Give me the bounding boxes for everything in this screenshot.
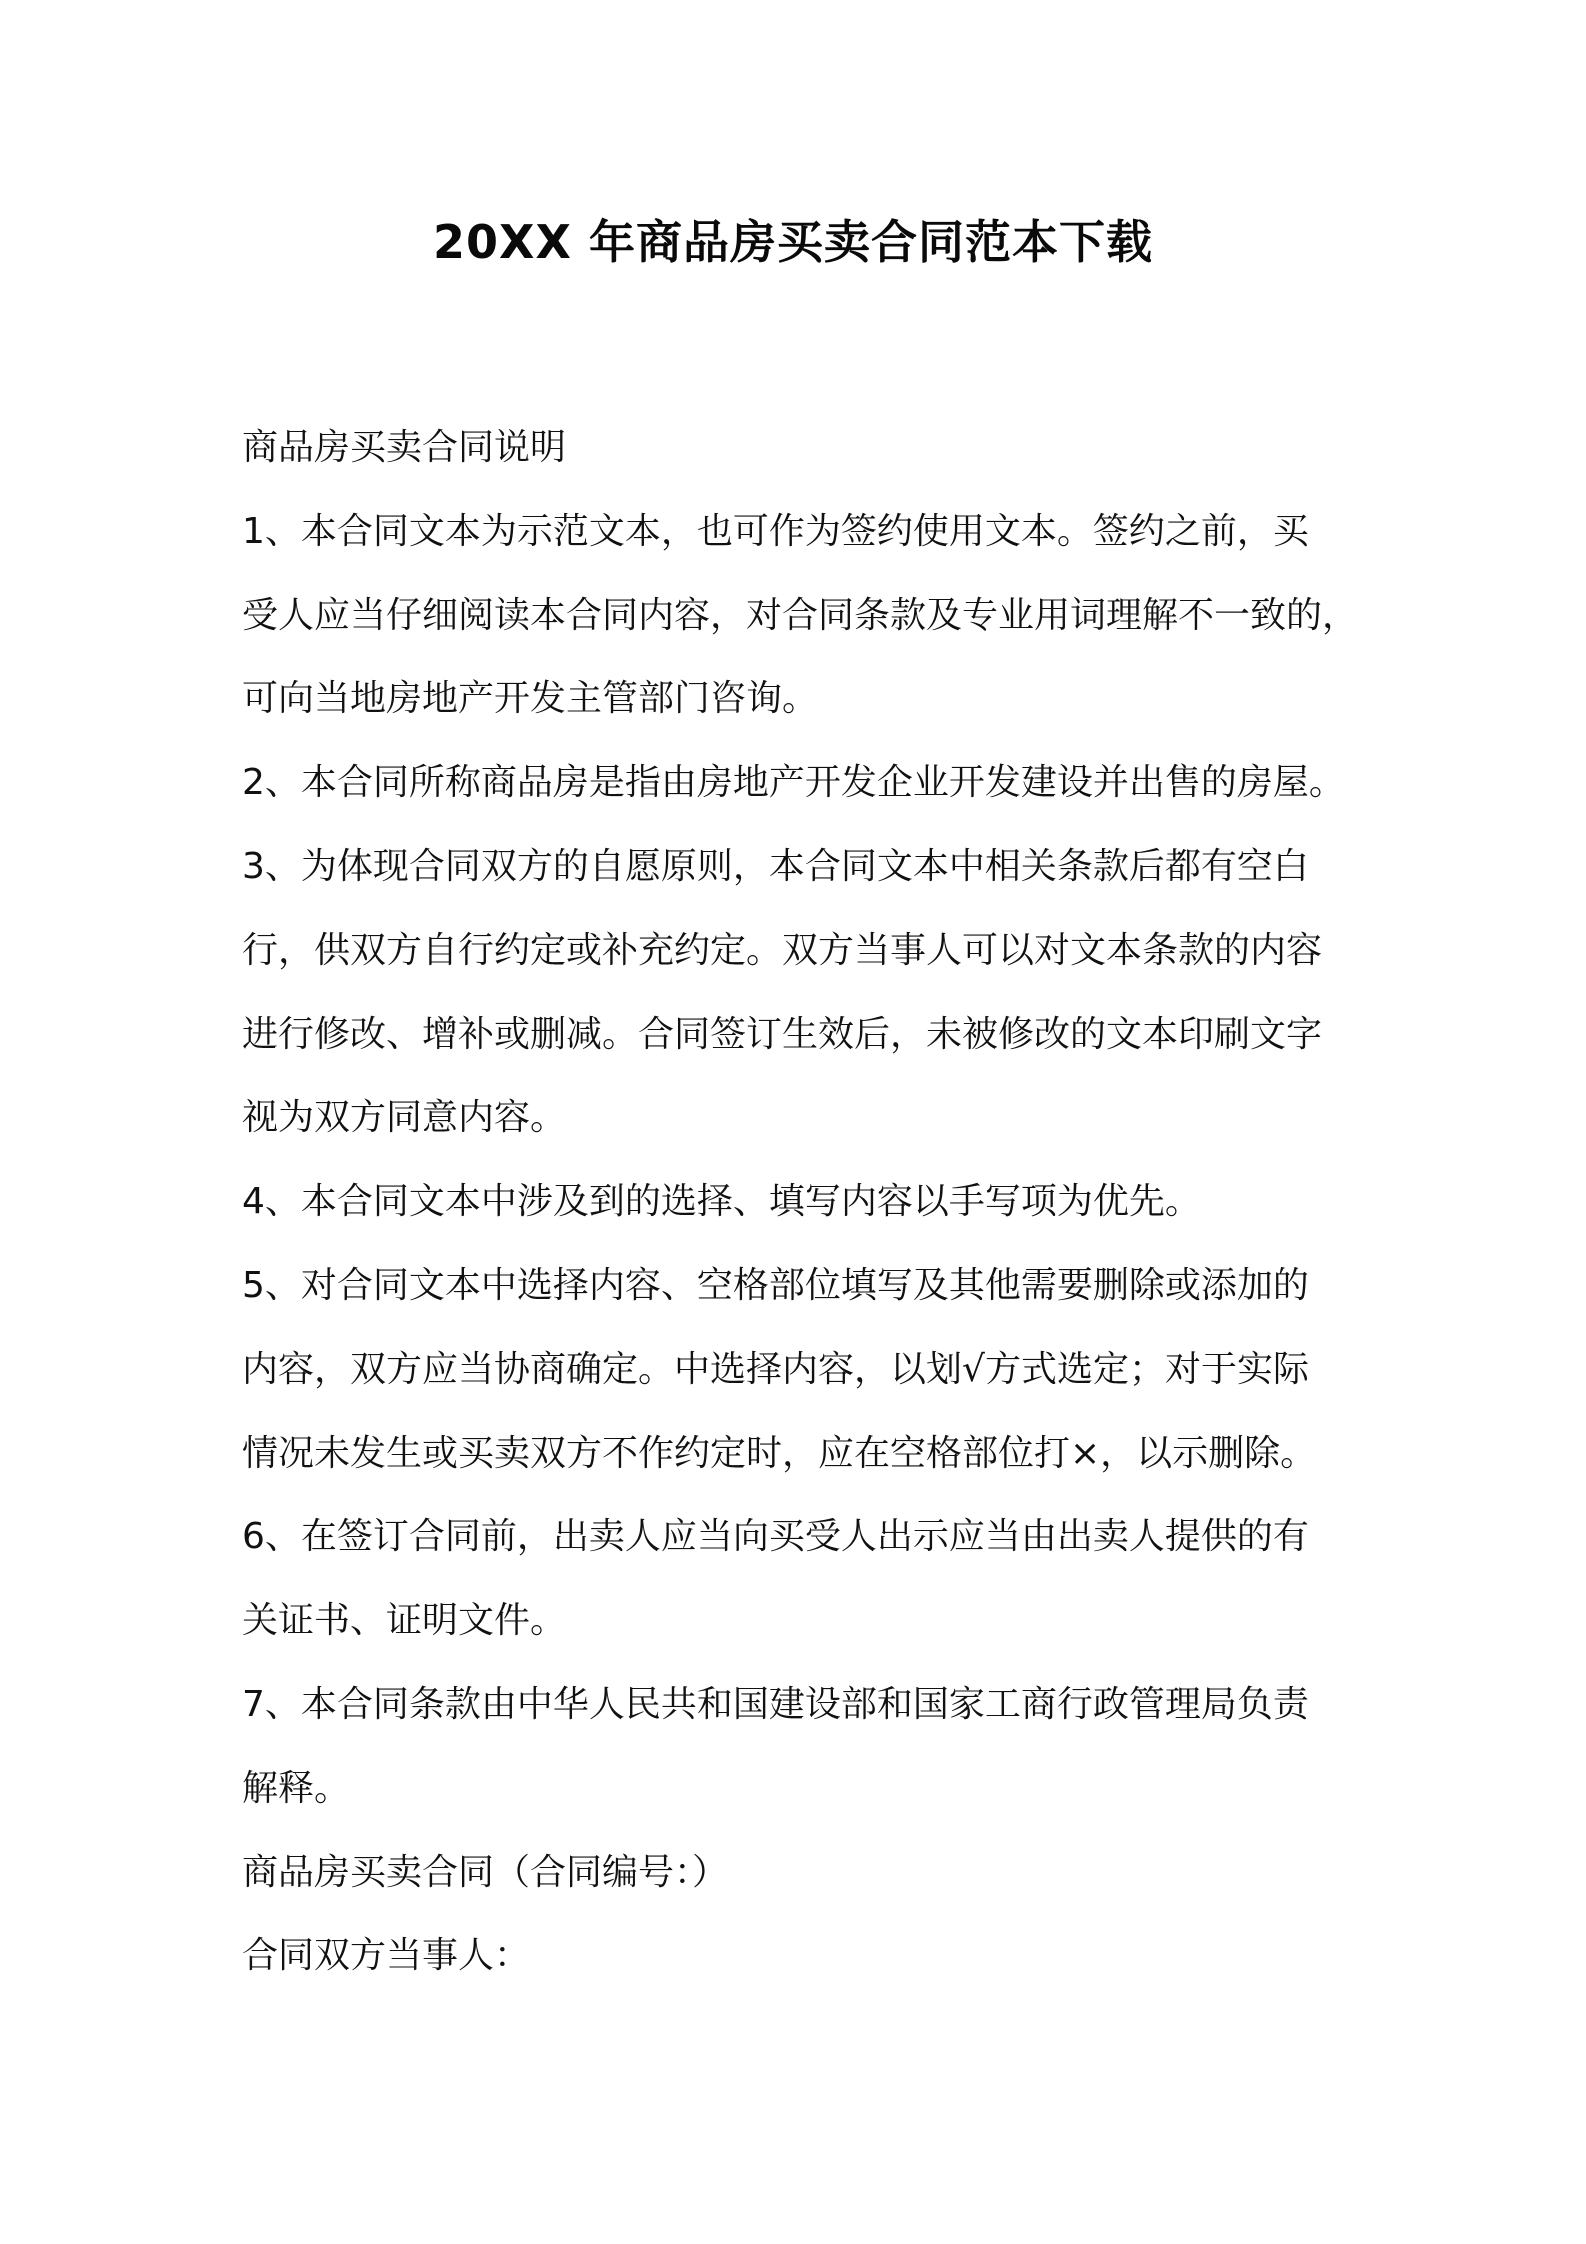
paragraph-line: 情况未发生或买卖双方不作约定时，应在空格部位打×，以示删除。 xyxy=(242,1432,1317,1474)
parties-heading: 合同双方当事人： xyxy=(242,1935,531,1977)
paragraph-line: 1、本合同文本为示范文本，也可作为签约使用文本。签约之前，买 xyxy=(242,510,1309,552)
section-heading: 商品房买卖合同说明 xyxy=(242,427,567,468)
paragraph-line: 5、对合同文本中选择内容、空格部位填写及其他需要删除或添加的 xyxy=(242,1264,1309,1306)
paragraph-line: 视为双方同意内容。 xyxy=(242,1097,567,1139)
paragraph-line: 内容，双方应当协商确定。中选择内容，以划√方式选定；对于实际 xyxy=(242,1348,1309,1390)
paragraph-line: 关证书、证明文件。 xyxy=(242,1600,567,1642)
document-body xyxy=(242,406,1362,1998)
document-title: 20XX 年商品房买卖合同范本下载 xyxy=(433,215,1153,269)
paragraph-line: 进行修改、增补或删减。合同签订生效后，未被修改的文本印刷文字 xyxy=(242,1013,1323,1055)
paragraph-line: 3、为体现合同双方的自愿原则，本合同文本中相关条款后都有空白 xyxy=(242,845,1309,887)
paragraph-line: 2、本合同所称商品房是指由房地产开发企业开发建设并出售的房屋。 xyxy=(242,762,1345,804)
paragraph-line: 4、本合同文本中涉及到的选择、填写内容以手写项为优先。 xyxy=(242,1181,1201,1223)
contract-heading: 商品房买卖合同（合同编号：） xyxy=(242,1851,729,1893)
paragraph-line: 受人应当仔细阅读本合同内容，对合同条款及专业用词理解不一致的， xyxy=(242,594,1359,636)
paragraph-line: 7、本合同条款由中华人民共和国建设部和国家工商行政管理局负责 xyxy=(242,1683,1309,1725)
paragraph-line: 6、在签订合同前，出卖人应当向买受人出示应当由出卖人提供的有 xyxy=(242,1516,1309,1558)
paragraph-line: 可向当地房地产开发主管部门咨询。 xyxy=(242,678,819,720)
paragraph-line: 行，供双方自行约定或补充约定。双方当事人可以对文本条款的内容 xyxy=(242,929,1323,971)
paragraph-line: 解释。 xyxy=(242,1767,351,1809)
